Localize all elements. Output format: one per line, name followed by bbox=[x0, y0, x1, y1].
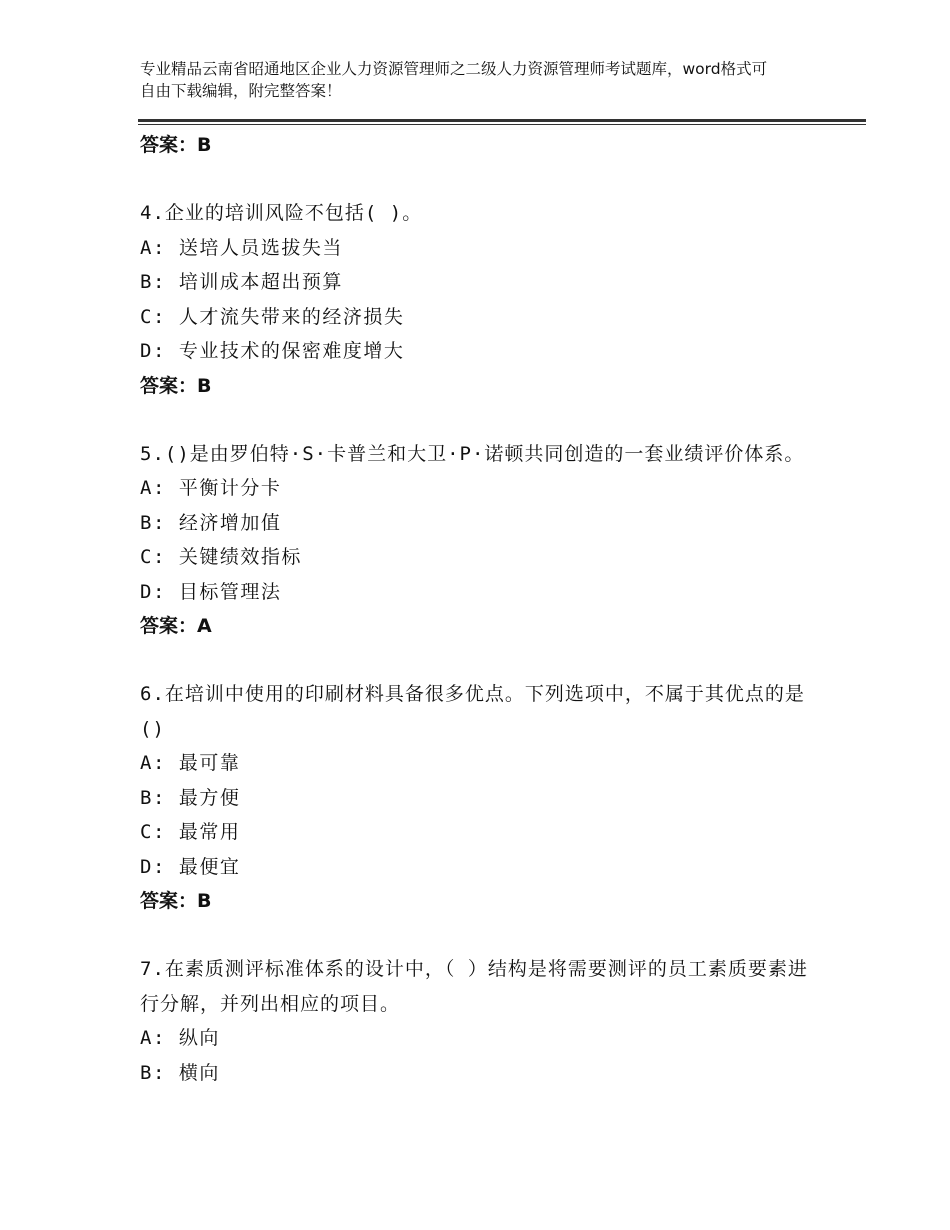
answer: 答案：A bbox=[140, 615, 212, 637]
question-4 bbox=[140, 196, 820, 403]
header-divider bbox=[138, 119, 866, 122]
option-c: C: 关键绩效指标 bbox=[140, 546, 302, 568]
document-header: 专业精品云南省昭通地区企业人力资源管理师之二级人力资源管理师考试题库，word格式可自由下载编辑，附完整答案！ bbox=[140, 60, 768, 100]
option-b: B: 横向 bbox=[140, 1061, 220, 1084]
question-7 bbox=[140, 952, 820, 1090]
question-5 bbox=[140, 437, 820, 644]
option-c: C: 最常用 bbox=[140, 821, 241, 843]
answer-q3: 答案：B bbox=[140, 134, 212, 156]
option-b: B: 经济增加值 bbox=[140, 511, 282, 534]
option-b: B: 培训成本超出预算 bbox=[140, 271, 343, 293]
option-b: B: 最方便 bbox=[140, 786, 241, 809]
question-stem: 4.企业的培训风险不包括( )。 bbox=[140, 202, 423, 224]
option-d: D: 目标管理法 bbox=[140, 580, 282, 603]
option-a: A: 送培人员选拔失当 bbox=[140, 236, 343, 259]
option-c: C: 人才流失带来的经济损失 bbox=[140, 305, 405, 328]
question-stem: 5.()是由罗伯特·S·卡普兰和大卫·P·诺顿共同创造的一套业绩评价体系。 bbox=[140, 442, 805, 465]
document-body bbox=[140, 128, 820, 1090]
question-6 bbox=[140, 677, 820, 918]
option-a: A: 纵向 bbox=[140, 1027, 220, 1049]
answer: 答案：B bbox=[140, 890, 212, 912]
option-a: A: 最可靠 bbox=[140, 752, 241, 774]
question-stem: 7.在素质测评标准体系的设计中，（ ）结构是将需要测评的员工素质要素进行分解，并列出相应的项目。 bbox=[140, 958, 808, 1015]
question-stem: 6.在培训中使用的印刷材料具备很多优点。下列选项中，不属于其优点的是() bbox=[140, 683, 805, 740]
option-d: D: 最便宜 bbox=[140, 855, 241, 878]
option-a: A: 平衡计分卡 bbox=[140, 477, 282, 499]
option-d: D: 专业技术的保密难度增大 bbox=[140, 340, 405, 362]
answer: 答案：B bbox=[140, 374, 212, 397]
